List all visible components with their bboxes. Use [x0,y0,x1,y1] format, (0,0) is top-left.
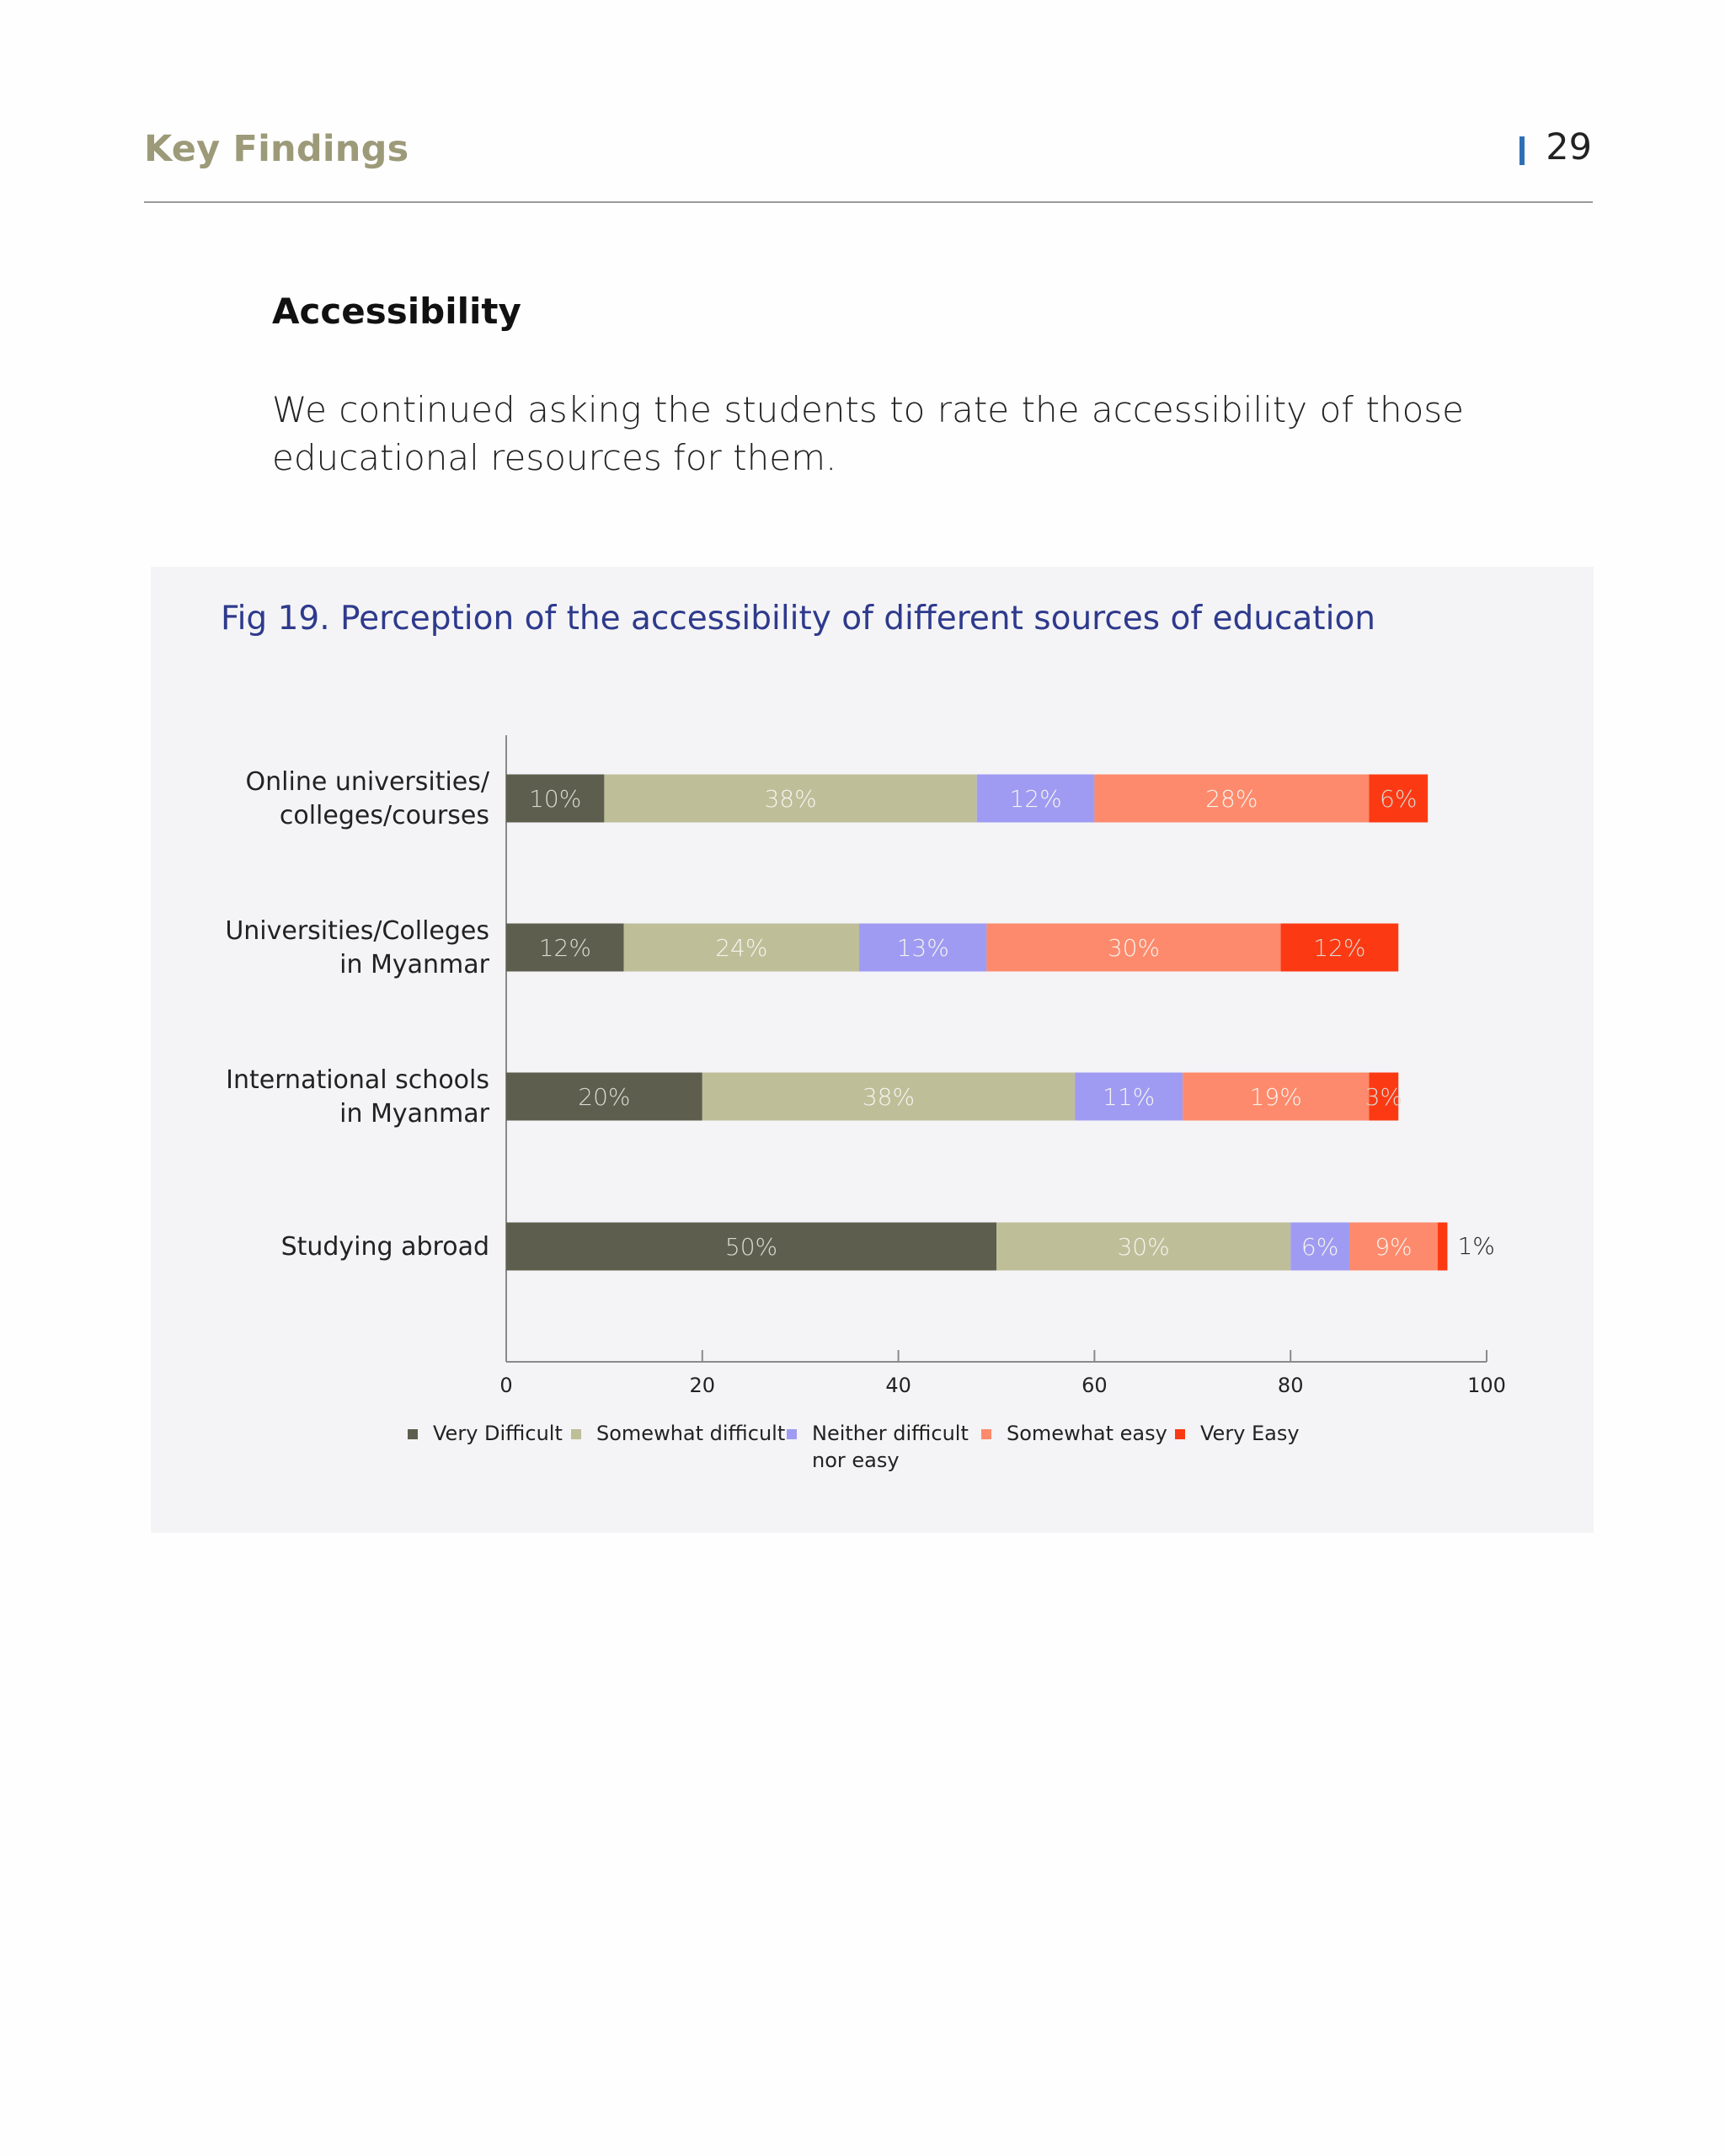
data-label: 11% [1103,1083,1156,1111]
x-tick-label: 0 [499,1374,513,1397]
legend-swatch [787,1429,797,1439]
data-label: 13% [896,934,949,962]
legend-label: nor easy [812,1449,900,1472]
data-label: 12% [1313,934,1366,962]
data-label: 24% [715,934,768,962]
category-label: Studying abroad [280,1232,489,1262]
data-label: 6% [1380,785,1418,813]
data-label: 19% [1249,1083,1302,1111]
x-tick-label: 20 [689,1374,716,1397]
data-label: 30% [1107,934,1161,962]
data-label: 38% [862,1083,916,1111]
legend-swatch [981,1429,991,1439]
category-label: Universities/Colleges [225,916,489,946]
category-label: in Myanmar [339,950,489,979]
bar-segment [1438,1223,1448,1271]
figure-title: Fig 19. Perception of the accessibility of different sources of education [221,600,1376,638]
data-label: 6% [1300,1233,1339,1261]
x-tick-label: 100 [1467,1374,1506,1397]
x-tick-label: 60 [1081,1374,1108,1397]
legend-label: Very Difficult [433,1422,563,1445]
data-label: 20% [578,1083,631,1111]
data-label: 50% [724,1233,778,1261]
category-label: International schools [226,1065,489,1095]
data-label: 3% [1365,1083,1402,1111]
intro-paragraph: We continued asking the students to rate the accessibility of those educational resources for them. [272,389,1464,478]
legend-label: Neither difficult [812,1422,969,1445]
legend-swatch [1175,1429,1185,1439]
data-label: 10% [529,785,582,813]
data-label: 9% [1375,1233,1413,1261]
legend-label: Somewhat difficult [596,1422,786,1445]
section-label: Key Findings [144,128,409,170]
x-tick-label: 80 [1277,1374,1304,1397]
data-label: 38% [764,785,817,813]
category-label: in Myanmar [339,1099,489,1129]
category-label: Online universities/ [245,767,489,797]
data-label: 30% [1117,1233,1170,1261]
section-heading: Accessibility [272,291,521,332]
x-tick-label: 40 [885,1374,911,1397]
legend-swatch [571,1429,581,1439]
legend-swatch [408,1429,418,1439]
data-label: 12% [538,934,591,962]
data-label: 1% [1457,1232,1495,1260]
data-label: 12% [1009,785,1062,813]
data-label: 28% [1205,785,1258,813]
legend-label: Very Easy [1200,1422,1300,1445]
legend-label: Somewhat easy [1007,1422,1167,1445]
page-number: 29 [1546,126,1592,168]
category-label: colleges/courses [279,801,489,830]
